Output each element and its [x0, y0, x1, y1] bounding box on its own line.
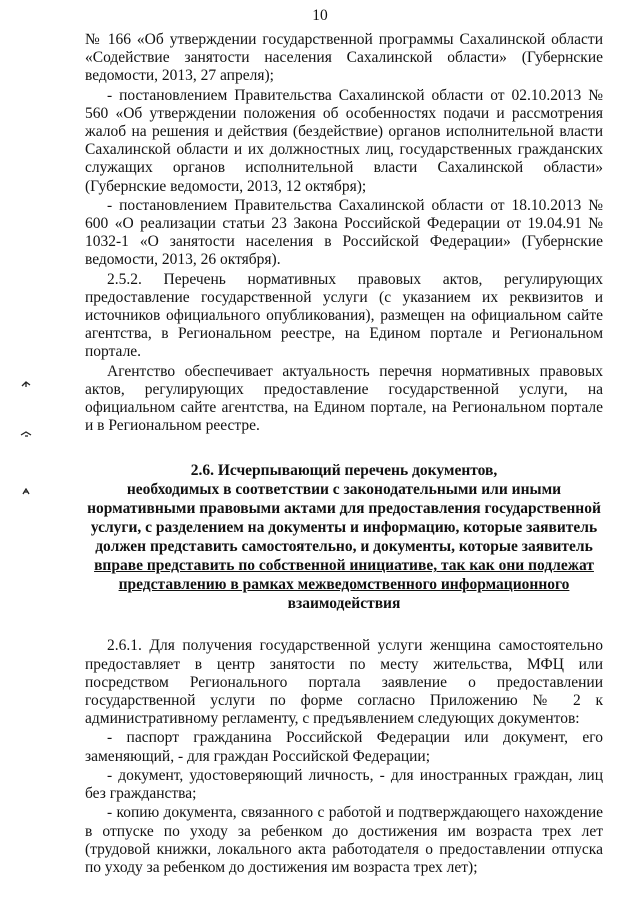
heading-line: 2.6. Исчерпывающий перечень документов, [190, 462, 498, 480]
heading-line: взаимодействия [287, 595, 401, 613]
paragraph-decree-600: - постановлением Правительства Сахалинской области от 18.10.2013 № 600 «О реализации статьи 23 Закона Российской Федерации от 19.04.91 № 1032-1 «О занятости населения в Российской Федерации» (Губернские ведомости, 2013, 26 октября). [85, 196, 603, 269]
list-item-passport: - паспорт гражданина Российской Федерации или документ, его заменяющий, - для граждан Российской Федерации; [85, 729, 603, 765]
paragraph-2-6-1: 2.6.1. Для получения государственной услуги женщина самостоятельно предоставляет в центр занятости по месту жительства, МФЦ или посредством Регионального портала заявление о предоставлении государственной услуги по форме согласно Приложению № 2 к административному регламенту, с предъявлением следующих документов: [85, 637, 603, 728]
page-number: 10 [312, 7, 328, 24]
heading-line: представлению в рамках межведомственного информационного [118, 576, 570, 594]
paragraph-decree-166: № 166 «Об утверждении государственной программы Сахалинской области «Содействие занятости населения Сахалинской области» (Губернские ведомости, 2013, 27 апреля); [85, 31, 603, 85]
document-body [85, 31, 603, 877]
section-heading-2-6 [85, 461, 603, 613]
paragraph-2-5-2: 2.5.2. Перечень нормативных правовых актов, регулирующих предоставление государственной услуги (с указанием их реквизитов и источников официального опубликования), размещен на официальном сайте агентства, в Региональном реестре, на Едином портале и Региональном портале. [85, 270, 603, 361]
margin-mark [20, 380, 32, 388]
paragraph-decree-560: - постановлением Правительства Сахалинской области от 02.10.2013 № 560 «Об утверждении положения об особенностях подачи и рассмотрения жалоб на решения и действия (бездействие) органов исполнительной власти Сахалинской области и их должностных лиц, государственных гражданских служащих органов исполнительной власти Сахалинской области» (Губернские ведомости, 2013, 12 октября); [85, 86, 603, 195]
list-item-identity-document: - документ, удостоверяющий личность, - для иностранных граждан, лиц без гражданства; [85, 766, 603, 803]
heading-line: должен представить самостоятельно, и документы, которые заявитель [95, 538, 593, 556]
list-item-employment-document: - копию документа, связанного с работой и подтверждающего нахождение в отпуске по уходу за ребенком до достижения им возраста трех лет (трудовой книжки, локального акта работодателя о предоставлении отпуска по уходу за ребенком до достижения им возраста трех лет); [85, 804, 603, 876]
heading-line: вправе представить по собственной инициативе, так как они подлежат [94, 557, 594, 575]
heading-line: нормативными правовыми актами для предоставления государственной [87, 500, 601, 518]
heading-line: услуги, с разделением на документы и информацию, которые заявитель [90, 519, 598, 537]
heading-line: необходимых в соответствии с законодательными или иными [126, 481, 562, 499]
margin-mark [20, 430, 32, 438]
margin-mark [20, 488, 32, 496]
paragraph-agency-relevance: Агентство обеспечивает актуальность перечня нормативных правовых актов, регулирующих предоставление государственной услуги, на официальном сайте агентства, на Едином портале, на Региональном портале и в Региональном реестре. [85, 362, 603, 435]
